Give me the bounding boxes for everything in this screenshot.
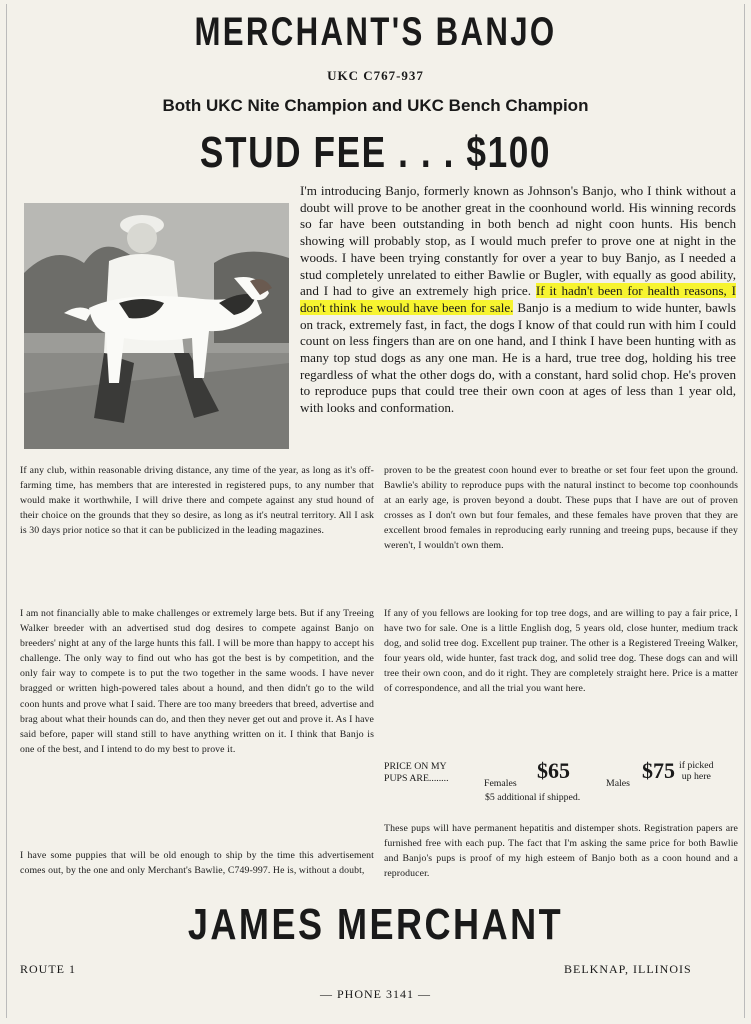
registration-number: UKC C767-937 — [327, 68, 424, 83]
championship-line: Both UKC Nite Champion and UKC Bench Champion — [162, 96, 589, 115]
owner-name: JAMES MERCHANT — [187, 900, 564, 949]
tree-dogs-paragraph: If any of you fellows are looking for top tree dogs, and are willing to pay a fair price, I have two for sale. One is a little English dog, 5 years old, close hunter, medium track dog, and solid tree dog. Excellent pup trainer. The other is a Registered Treeing Walker, four years old, wide hunter, fast track dog, and solid tree dog. These dogs can and will tree their own coon, and do it right. They are completely straight here. Price is a matter of correspondence, and all the trial you want here. — [384, 608, 738, 695]
price-label-line-2: PUPS ARE........ — [384, 773, 449, 784]
price-label — [384, 761, 484, 785]
breeder-challenge-paragraph: I am not financially able to make challenges or extremely large bets. But if any Treeing Walker breeder with an advertised stud dog desires to compete against Banjo on breeders' night at any of the large hunts this fall. I will be more than happy to accept his challenge. The only way to find out who has got the best is by competition, and the only fair way to compete is to put the two together in the same woods. I have never bragged or written high-powered tales about a hound, and then didn't go to the wild coon hunts and prove what I said. There are too many breeders that breed, advertise and brag about what their hounds can do, and then they never get out and prove it. As I have said before, paper will stand still to have anything written on it. I think that Banjo is one of the best, and I intend to do my best to prove it. — [20, 608, 374, 755]
pickup-note-line-2: up here — [681, 771, 711, 782]
price-label-line-1: PRICE ON MY — [384, 761, 447, 772]
dog-name-headline: MERCHANT'S BANJO — [194, 10, 557, 54]
vaccination-paragraph: These pups will have permanent hepatitis and distemper shots. Registration papers are furnished free with each pup. The fact that I'm asking the same price for both Bawlie and Banjo's pups is proof of my high esteem of Banjo both as a coon hound and a reproducer. — [384, 823, 738, 880]
dog-photo — [24, 203, 289, 449]
pickup-note — [679, 760, 714, 782]
males-price: $75 — [642, 758, 675, 783]
phone-number: — PHONE 3141 — — [319, 987, 431, 1001]
puppies-paragraph: I have some puppies that will be old enough to ship by the time this advertisement comes out, by the one and only Merchant's Bawlie, C749-997. He is, without a doubt, — [20, 850, 374, 877]
females-label: Females — [484, 778, 517, 789]
females-price: $65 — [537, 758, 570, 783]
club-challenge-paragraph: If any club, within reasonable driving distance, any time of the year, as long as it's off-farming time, has members that are interested in registered pups, to any number that would make it worthwhile, I will drive there and compete against any stud hound of their choice on the grounds that they so desire, as long as it's neutral territory. All I ask is 30 days prior notice so that it can be publicized in the leading magazines. — [20, 465, 374, 537]
intro-paragraph — [300, 183, 736, 417]
highlighted-sentence: If it hadn't been for health reasons, I don't think he would have been for sale. — [300, 283, 736, 315]
pickup-note-line-1: if picked — [679, 760, 714, 771]
address-route: ROUTE 1 — [20, 962, 76, 976]
pup-price-block — [384, 756, 738, 806]
intro-text: I'm introducing Banjo, formerly known as Johnson's Banjo, who I think without a doubt will prove to be another great in the coonhound world. His winning records so far have been outstanding in both bench ad night coon hunts. His bench showing will probably stop, as I would much prefer to prove one at night in the woods. I have been trying constantly for over a year to buy Banjo, as I needed a stud completely unrelated to either Bawlie or Bugler, with equally as good ability, and I had to give an extremely high price. — [300, 183, 736, 299]
bawlie-paragraph: proven to be the greatest coon hound ever to breathe or set four feet upon the ground. Bawlie's ability to reproduce pups with the natural instinct to become top coonhounds at an early age, is proven beyond a doubt. These pups that I have are out of proven crosses as I don't own but four females, and these females have proven that they are excellent brood females in reproducing early running and treeing pups, because if they weren't, I wouldn't own them. — [384, 465, 738, 552]
shipping-note: $5 additional if shipped. — [485, 792, 581, 803]
males-label: Males — [606, 778, 630, 789]
address-location: BELKNAP, ILLINOIS — [564, 962, 692, 976]
stud-fee-headline: STUD FEE . . . $100 — [199, 128, 552, 177]
intro-text-continued: Banjo is a medium to wide hunter, bawls on track, extremely fast, in fact, the dogs I know of that could run with him I could count on less fingers than are on one hand, and I think I have been hunting with as many top stud dogs as any one man. He is a hard, true tree dog, holding his tree regardless of what the other dogs do, with a constant, hard solid chop. He's proven to reproduce pups that could tree their own coon at ages of less than 1 year old, with looks and conformation. — [300, 299, 736, 416]
